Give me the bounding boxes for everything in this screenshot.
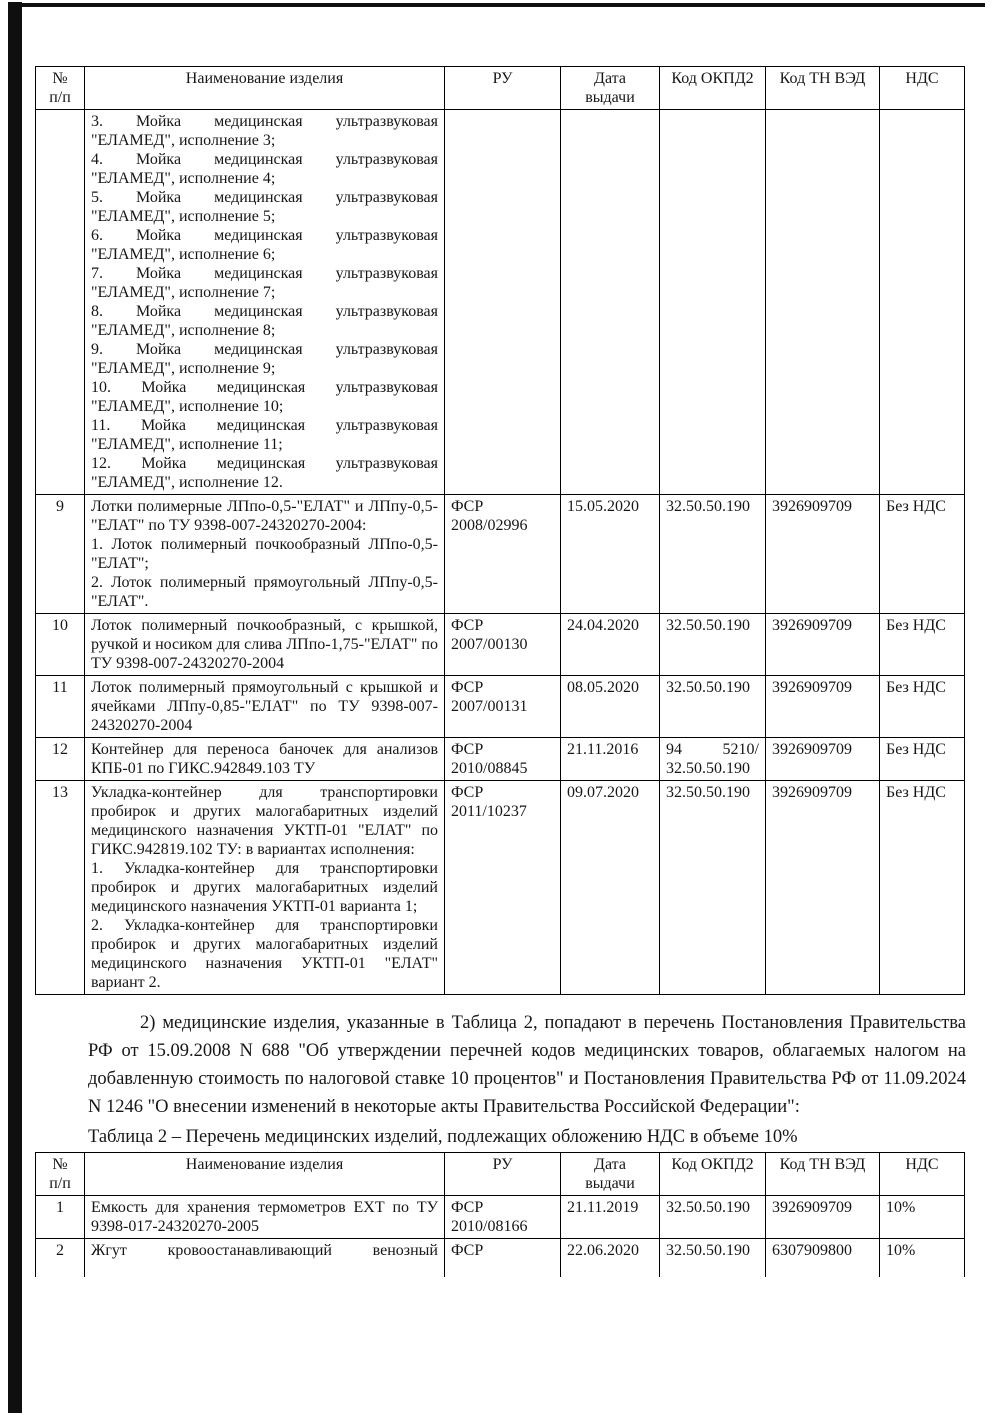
- cell-okpd2-code: 32.50.50.190: [660, 495, 766, 614]
- cell-okpd2-code: [660, 110, 766, 495]
- cell-product-name: Контейнер для переноса баночек для анализов КПБ-01 по ГИКС.942849.103 ТУ: [85, 738, 445, 781]
- cell-okpd2-code: 32.50.50.190: [660, 1239, 766, 1277]
- table-row: [36, 781, 965, 995]
- table1-header-row: [36, 67, 965, 110]
- cell-product-name: 3. Мойка медицинская ультразвуковая "ЕЛАМЕД", исполнение 3; 4. Мойка медицинская ультразвуковая "ЕЛАМЕД", исполнение 4; 5. Мойка медицинская ультразвуковая "ЕЛАМЕД", исполнение 5; 6. Мойка медицинская ультразвуковая "ЕЛАМЕД", исполнение 6; 7. Мойка медицинская ультразвуковая "ЕЛАМЕД", исполнение 7; 8. Мойка медицинская ультразвуковая "ЕЛАМЕД", исполнение 8; 9. Мойка медицинская ультразвуковая "ЕЛАМЕД", исполнение 9; 10. Мойка медицинская ультразвуковая "ЕЛАМЕД", исполнение 10; 11. Мойка медицинская ультразвуковая "ЕЛАМЕД", исполнение 11; 12. Мойка медицинская ультразвуковая "ЕЛАМЕД", исполнение 12.: [85, 110, 445, 495]
- cell-product-name: Емкость для хранения термометров ЕХТ по ТУ 9398-017-24320270-2005: [85, 1196, 445, 1239]
- table2-header-row: [36, 1153, 965, 1196]
- col-header-tnved-code: Код ТН ВЭД: [766, 67, 880, 110]
- col-header-okpd2-code: Код ОКПД2: [660, 67, 766, 110]
- cell-vat: Без НДС: [880, 781, 965, 995]
- cell-registration-cert: ФСР 2008/02996: [445, 495, 561, 614]
- cell-registration-cert: ФСР 2011/10237: [445, 781, 561, 995]
- cell-vat: Без НДС: [880, 614, 965, 676]
- col-header-vat: НДС: [880, 1153, 965, 1196]
- cell-issue-date: 15.05.2020: [561, 495, 660, 614]
- scan-artifact-top-line: [9, 3, 985, 7]
- paragraph-vat-10-percent-intro: 2) медицинские изделия, указанные в Таблица 2, попадают в перечень Постановления Правительства РФ от 15.09.2008 N 688 "Об утверждении перечней кодов медицинских товаров, облагаемых налогом на добавленную стоимость по налоговой ставке 10 процентов" и Постановления Правительства РФ от 11.09.2024 N 1246 "О внесении изменений в некоторые акты Правительства Российской Федерации":: [88, 1013, 966, 1117]
- cell-product-name: Лоток полимерный прямоугольный с крышкой и ячейками ЛПпу-0,85-"ЕЛАТ" по ТУ 9398-007-24320270-2004: [85, 676, 445, 738]
- cell-issue-date: 09.07.2020: [561, 781, 660, 995]
- table-row: [36, 495, 965, 614]
- cell-row-number: 10: [36, 614, 85, 676]
- cell-row-number: 12: [36, 738, 85, 781]
- scan-artifact-left-bar: [8, 2, 22, 1413]
- cell-tnved-code: 3926909709: [766, 738, 880, 781]
- cell-vat: Без НДС: [880, 495, 965, 614]
- medical-devices-table-no-vat: [35, 66, 965, 995]
- medical-devices-table-vat-10: [35, 1152, 965, 1277]
- col-header-issue-date: Дата выдачи: [561, 67, 660, 110]
- col-header-registration-cert: РУ: [445, 1153, 561, 1196]
- table-row: [36, 1196, 965, 1239]
- cell-issue-date: [561, 110, 660, 495]
- cell-tnved-code: 3926909709: [766, 1196, 880, 1239]
- col-header-product-name: Наименование изделия: [85, 67, 445, 110]
- col-header-product-name: Наименование изделия: [85, 1153, 445, 1196]
- col-header-vat: НДС: [880, 67, 965, 110]
- cell-registration-cert: ФСР 2010/08845: [445, 738, 561, 781]
- cell-issue-date: 24.04.2020: [561, 614, 660, 676]
- cell-vat: 10%: [880, 1196, 965, 1239]
- table-row: [36, 676, 965, 738]
- cell-row-number: 11: [36, 676, 85, 738]
- table-row: [36, 1239, 965, 1277]
- cell-okpd2-code: 32.50.50.190: [660, 1196, 766, 1239]
- cell-row-number: 2: [36, 1239, 85, 1277]
- cell-vat: Без НДС: [880, 738, 965, 781]
- cell-product-name: Лотки полимерные ЛПпо-0,5-"ЕЛАТ" и ЛПпу-0,5-"ЕЛАТ" по ТУ 9398-007-24320270-2004: 1. Лоток полимерный почкообразный ЛПпо-0,5-"ЕЛАТ"; 2. Лоток полимерный прямоугольный ЛПпу-0,5-"ЕЛАТ".: [85, 495, 445, 614]
- cell-product-name: Лоток полимерный почкообразный, с крышкой, ручкой и носиком для слива ЛПпо-1,75-"ЕЛАТ" по ТУ 9398-007-24320270-2004: [85, 614, 445, 676]
- cell-issue-date: 08.05.2020: [561, 676, 660, 738]
- col-header-row-number: № п/п: [36, 67, 85, 110]
- cell-tnved-code: 3926909709: [766, 781, 880, 995]
- cell-okpd2-code: 32.50.50.190: [660, 781, 766, 995]
- table1-body: [36, 110, 965, 995]
- cell-okpd2-code: 32.50.50.190: [660, 614, 766, 676]
- cell-issue-date: 22.06.2020: [561, 1239, 660, 1277]
- table-row: [36, 110, 965, 495]
- cell-okpd2-code: 94 5210/ 32.50.50.190: [660, 738, 766, 781]
- cell-registration-cert: ФСР: [445, 1239, 561, 1277]
- cell-tnved-code: 3926909709: [766, 676, 880, 738]
- col-header-row-number: № п/п: [36, 1153, 85, 1196]
- col-header-registration-cert: РУ: [445, 67, 561, 110]
- cell-registration-cert: [445, 110, 561, 495]
- table2-caption: Таблица 2 – Перечень медицинских изделий, подлежащих обложению НДС в объеме 10%: [88, 1127, 798, 1147]
- cell-product-name: Укладка-контейнер для транспортировки пробирок и других малогабаритных изделий медицинского назначения УКТП-01 "ЕЛАТ" по ГИКС.942819.102 ТУ: в вариантах исполнения: 1. Укладка-контейнер для транспортировки пробирок и других малогабаритных изделий медицинского назначения УКТП-01 варианта 1; 2. Укладка-контейнер для транспортировки пробирок и других малогабаритных изделий медицинского назначения УКТП-01 "ЕЛАТ" вариант 2.: [85, 781, 445, 995]
- cell-okpd2-code: 32.50.50.190: [660, 676, 766, 738]
- cell-tnved-code: 3926909709: [766, 495, 880, 614]
- cell-tnved-code: [766, 110, 880, 495]
- cell-row-number: 1: [36, 1196, 85, 1239]
- cell-registration-cert: ФСР 2010/08166: [445, 1196, 561, 1239]
- col-header-issue-date: Дата выдачи: [561, 1153, 660, 1196]
- col-header-tnved-code: Код ТН ВЭД: [766, 1153, 880, 1196]
- cell-registration-cert: ФСР 2007/00130: [445, 614, 561, 676]
- cell-tnved-code: 6307909800: [766, 1239, 880, 1277]
- cell-row-number: 13: [36, 781, 85, 995]
- table2-body: [36, 1196, 965, 1277]
- cell-issue-date: 21.11.2016: [561, 738, 660, 781]
- cell-vat: 10%: [880, 1239, 965, 1277]
- cell-product-name: Жгут кровоостанавливающий венозный: [85, 1239, 445, 1277]
- cell-vat: [880, 110, 965, 495]
- cell-vat: Без НДС: [880, 676, 965, 738]
- document-page: [35, 66, 967, 1277]
- col-header-okpd2-code: Код ОКПД2: [660, 1153, 766, 1196]
- cell-row-number: [36, 110, 85, 495]
- cell-tnved-code: 3926909709: [766, 614, 880, 676]
- cell-issue-date: 21.11.2019: [561, 1196, 660, 1239]
- cell-registration-cert: ФСР 2007/00131: [445, 676, 561, 738]
- table-row: [36, 738, 965, 781]
- table-row: [36, 614, 965, 676]
- cell-row-number: 9: [36, 495, 85, 614]
